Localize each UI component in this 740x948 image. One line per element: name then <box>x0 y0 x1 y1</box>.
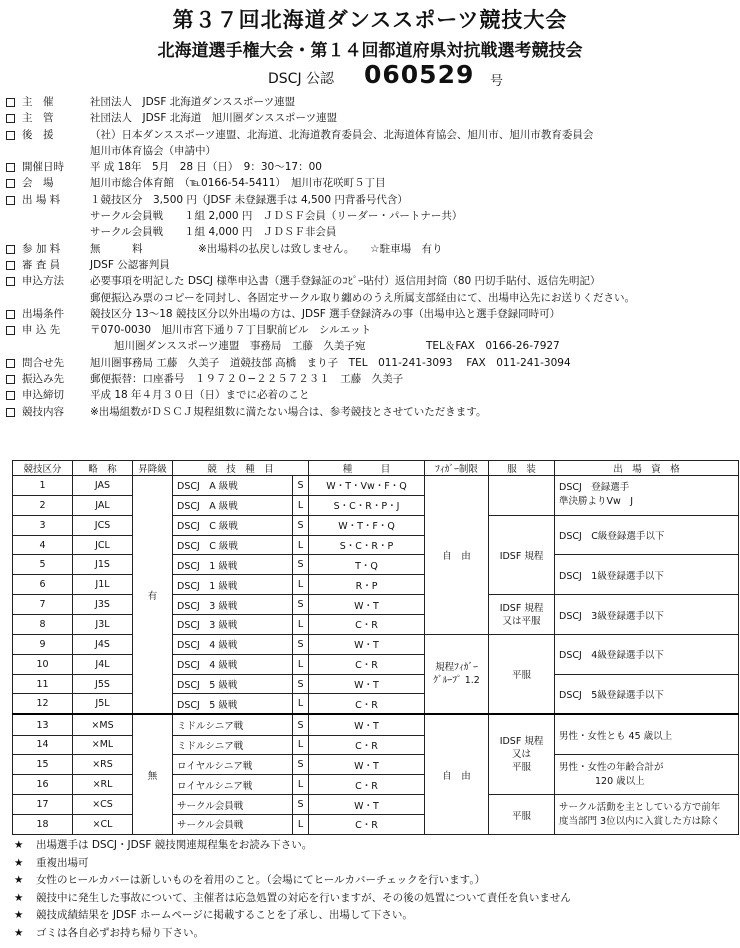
checkbox-icon <box>6 277 15 286</box>
promotion-no-label: 無 <box>147 770 158 782</box>
row-no: 1 <box>13 476 73 496</box>
row-event: DSCJ 1 級戦 <box>173 575 293 595</box>
row-sl: S <box>293 476 309 496</box>
note-text: 競技中に発生した事故について、主催者は応急処置の対応を行いますが、その後の処置について責任を負いません <box>36 891 571 904</box>
promotion-yes <box>133 476 173 715</box>
info-label: 申 込 先 <box>22 324 61 337</box>
note-item <box>14 890 734 908</box>
col-header: 出 場 資 格 <box>555 461 739 476</box>
row-no: 12 <box>13 694 73 715</box>
row-event: サークル会員戦 <box>173 814 293 834</box>
info-row-apply-method-cont <box>6 290 736 306</box>
row-sl: S <box>293 795 309 815</box>
row-no: 15 <box>13 755 73 775</box>
row-event: DSCJ 1 級戦 <box>173 555 293 575</box>
info-value: ※出場組数がＤＳＣＪ規程組数に満たない場合は、参考競技とさせていただきます。 <box>90 405 487 418</box>
info-value: 社団法人 JDSF 北海道 旭川圏ダンススポーツ連盟 <box>90 112 338 125</box>
info-row-manager <box>6 110 736 126</box>
row-dances: W・T <box>309 674 425 694</box>
checkbox-icon <box>6 98 15 107</box>
info-label: 申込方法 <box>22 275 64 288</box>
note-item <box>14 872 734 890</box>
row-dances: W・T・Vw・F・Q <box>309 476 425 496</box>
row-code: J3S <box>73 595 133 615</box>
info-value: 必要事項を明記した DSCJ 様準申込書（選手登録証のｺﾋﾟｰ貼付）返信用封筒（80 円切手貼付、返信先明記） <box>90 275 601 288</box>
info-label: 競技内容 <box>22 405 64 418</box>
checkbox-icon <box>6 196 15 205</box>
row-dances: W・T <box>309 755 425 775</box>
dress-plain-17 <box>489 795 555 835</box>
info-label: 会 場 <box>22 177 54 190</box>
approval-prefix: DSCJ 公認 <box>268 71 335 87</box>
row-event: サークル会員戦 <box>173 795 293 815</box>
row-dances: C・R <box>309 694 425 715</box>
info-value: サークル会員戦 １組 2,000 円 ＪＤＳＦ会員（リーダー・パートナー共） <box>90 210 463 223</box>
dress-idsf-or <box>489 595 555 635</box>
info-label: 出場条件 <box>22 307 64 320</box>
row-code: ×RS <box>73 755 133 775</box>
figure-group <box>425 634 489 714</box>
row-no: 13 <box>13 714 73 735</box>
dress-idsf-or-1: IDSF 規程 <box>499 602 544 614</box>
dress-idsf-or-2: 又は平服 <box>502 615 541 627</box>
qual-17b: 度当部門 3位以内に入賞した方は除く <box>559 815 721 827</box>
row-sl: S <box>293 634 309 654</box>
info-value: 郵便振替：口座番号 １９７２０−２２５７２３１ 工藤 久美子 <box>90 373 404 386</box>
info-label: 主 催 <box>22 96 54 108</box>
info-row-organizer <box>6 94 736 110</box>
dress-plain-label: 平服 <box>512 670 532 682</box>
row-code: J4S <box>73 634 133 654</box>
checkbox-icon <box>6 131 15 140</box>
star-icon: ★ <box>14 856 24 869</box>
qual-9 <box>555 634 739 674</box>
row-sl: L <box>293 615 309 635</box>
info-value: 競技区分 13～18 競技区分以外出場の方は、JDSF 選手登録済みの事（出場申込と選手登録同時可） <box>90 307 561 320</box>
note-item <box>14 855 734 873</box>
row-sl: L <box>293 575 309 595</box>
figure-free-a-label: 自 由 <box>442 550 471 562</box>
row-dances: C・R <box>309 735 425 755</box>
row-no: 10 <box>13 654 73 674</box>
promotion-no <box>133 714 173 834</box>
info-value: 旭川市体育協会（申請中） <box>90 144 216 157</box>
row-code: JAS <box>73 476 133 496</box>
col-header: 服 装 <box>489 461 555 476</box>
dress-blank <box>489 476 555 516</box>
row-event: DSCJ C 級戦 <box>173 515 293 535</box>
star-icon: ★ <box>14 926 24 939</box>
table-row <box>13 714 739 735</box>
events-table <box>12 460 739 835</box>
row-event: DSCJ 4 級戦 <box>173 654 293 674</box>
info-value: １競技区分 3,500 円（JDSF 未登録選手は 4,500 円背番号代含） <box>90 193 408 206</box>
row-code: ×RL <box>73 775 133 795</box>
info-row-sponsor-cont <box>6 143 736 159</box>
info-label: 問合せ先 <box>22 356 64 369</box>
info-row-venue <box>6 175 736 191</box>
info-value: （社）日本ダンススポーツ連盟、北海道、北海道教育委員会、北海道体育協会、旭川市、旭川市教育委員会 <box>90 128 594 141</box>
dress-plain-17-label: 平服 <box>512 810 532 822</box>
qual-1 <box>555 476 739 516</box>
col-header: 略 称 <box>73 461 133 476</box>
row-code: JAL <box>73 495 133 515</box>
table-row <box>13 634 739 654</box>
row-code: J5S <box>73 674 133 694</box>
row-event: ロイヤルシニア戦 <box>173 775 293 795</box>
table-row <box>13 595 739 615</box>
info-row-entry-fee <box>6 192 736 208</box>
row-dances: W・T <box>309 795 425 815</box>
info-label: 出 場 料 <box>22 193 61 206</box>
figure-free-a <box>425 476 489 635</box>
row-code: J1S <box>73 555 133 575</box>
note-text: 女性のヒールカバーは新しいものを着用のこと。（会場にてヒールカバーチェックを行います。） <box>36 874 486 886</box>
info-row-datetime <box>6 159 736 175</box>
row-event: DSCJ 4 級戦 <box>173 634 293 654</box>
row-code: ×CS <box>73 795 133 815</box>
row-sl: S <box>293 555 309 575</box>
info-value: 旭川市総合体育館 （℡0166-54-5411） 旭川市花咲町５丁目 <box>90 177 386 190</box>
row-sl: L <box>293 735 309 755</box>
row-no: 3 <box>13 515 73 535</box>
row-sl: L <box>293 495 309 515</box>
table-row <box>13 755 739 775</box>
dress-idsf <box>489 515 555 594</box>
notes-section <box>14 837 734 942</box>
row-no: 11 <box>13 674 73 694</box>
dress-idsf-label: IDSF 規程 <box>499 550 544 562</box>
row-event: DSCJ 3 級戦 <box>173 615 293 635</box>
note-item <box>14 907 734 925</box>
info-label: 主 管 <box>22 112 54 125</box>
checkbox-icon <box>6 179 15 188</box>
col-header: 種 目 <box>309 461 425 476</box>
info-value: 〒070-0030 旭川市宮下通り７丁目駅前ビル シルエット <box>90 324 372 337</box>
row-dances: C・R <box>309 615 425 635</box>
info-value: 旭川圏ダンススポーツ連盟 事務局 工藤 久美子宛 <box>114 340 366 353</box>
info-value: サークル会員戦 １組 4,000 円 ＪＤＳＦ非会員 <box>90 226 337 239</box>
info-value: 平成 18 年４月３０日（日）までに必着のこと <box>90 389 310 402</box>
info-value: 郵便振込み票のコピーを同封し、各固定サークル取り纏めのうえ所属支部経由にて、出場申込先にお送りください。 <box>90 291 636 304</box>
row-dances: R・P <box>309 575 425 595</box>
dress-idsf-13 <box>489 714 555 794</box>
figure-group-1: 規程ﾌｨｶﾞｰ <box>435 662 478 674</box>
checkbox-icon <box>6 245 15 254</box>
qual-11 <box>555 674 739 714</box>
row-dances: W・T・F・Q <box>309 515 425 535</box>
table-header-row <box>13 461 739 476</box>
row-sl: S <box>293 515 309 535</box>
row-event: DSCJ A 級戦 <box>173 495 293 515</box>
row-sl: S <box>293 714 309 735</box>
row-dances: S・C・R・P <box>309 535 425 555</box>
info-row-inquiry <box>6 355 736 371</box>
star-icon: ★ <box>14 891 24 904</box>
col-header: 昇降級 <box>133 461 173 476</box>
qual-15b: 120 歳以上 <box>595 775 645 787</box>
info-label: 審 査 員 <box>22 258 61 271</box>
approval-code: 060529 <box>364 60 475 89</box>
row-no: 6 <box>13 575 73 595</box>
row-dances: W・T <box>309 634 425 654</box>
checkbox-icon <box>6 391 15 400</box>
row-sl: S <box>293 595 309 615</box>
table-row <box>13 795 739 815</box>
info-label: 振込み先 <box>22 373 64 386</box>
row-no: 8 <box>13 615 73 635</box>
info-value: 社団法人 JDSF 北海道ダンススポーツ連盟 <box>90 96 296 108</box>
table-row <box>13 555 739 575</box>
info-row-conditions <box>6 306 736 322</box>
note-text: 競技成績結果を JDSF ホームページに掲載することを了承し、出場して下さい。 <box>36 909 413 921</box>
figure-free-b <box>425 714 489 834</box>
approval-number <box>268 60 528 94</box>
checkbox-icon <box>6 261 15 270</box>
col-header: 競 技 種 目 <box>173 461 309 476</box>
row-dances: S・C・R・P・J <box>309 495 425 515</box>
row-event: ミドルシニア戦 <box>173 714 293 735</box>
info-label: 後 援 <box>22 128 54 141</box>
row-code: JCS <box>73 515 133 535</box>
note-text: ゴミは各自必ずお持ち帰り下さい。 <box>36 926 204 939</box>
star-icon: ★ <box>14 874 24 886</box>
row-no: 2 <box>13 495 73 515</box>
row-sl: S <box>293 674 309 694</box>
row-dances: T・Q <box>309 555 425 575</box>
info-section <box>6 94 736 420</box>
row-dances: C・R <box>309 654 425 674</box>
note-text: 出場選手は DSCJ・JDSF 競技関連規程集をお読み下さい。 <box>36 839 313 851</box>
info-label: 申込締切 <box>22 389 64 402</box>
info-label: 参 加 料 <box>22 242 61 255</box>
note-item <box>14 925 734 943</box>
row-event: ロイヤルシニア戦 <box>173 755 293 775</box>
row-event: DSCJ 3 級戦 <box>173 595 293 615</box>
info-row-apply-to-cont <box>6 338 736 354</box>
dress-idsf-13-1: IDSF 規程 <box>499 736 544 748</box>
row-sl: L <box>293 775 309 795</box>
info-row-deadline <box>6 387 736 403</box>
col-header: ﾌｨｶﾞｰ制限 <box>425 461 489 476</box>
col-header: 競技区分 <box>13 461 73 476</box>
promotion-yes-label: 有 <box>147 590 158 602</box>
info-row-apply-to <box>6 322 736 338</box>
qual-9-label: DSCJ 4級登録選手以下 <box>559 650 664 662</box>
star-icon: ★ <box>14 909 24 921</box>
row-code: ×ML <box>73 735 133 755</box>
info-extra: TEL＆FAX 0166-26-7927 <box>426 340 560 353</box>
qual-3-label: DSCJ C級登録選手以下 <box>559 531 665 543</box>
row-no: 16 <box>13 775 73 795</box>
info-row-entry-fee-circle2 <box>6 224 736 240</box>
note-text: 重複出場可 <box>36 856 89 869</box>
qual-5-label: DSCJ 1級登録選手以下 <box>559 570 664 582</box>
checkbox-icon <box>6 408 15 417</box>
dress-idsf-13-2: 又は <box>512 749 532 761</box>
info-value: 旭川圏事務局 工藤 久美子 道競技部 高橋 まり子 TEL 011-241-3093 FAX 011-241-3094 <box>90 356 571 369</box>
info-label: 開催日時 <box>22 161 64 174</box>
table-row <box>13 515 739 535</box>
info-row-sponsor <box>6 127 736 143</box>
row-dances: C・R <box>309 775 425 795</box>
dress-plain <box>489 634 555 714</box>
info-value: 平 成 18年 5月 28 日（日） 9：30～17：00 <box>90 161 322 174</box>
figure-group-2: ｸﾞﾙｰﾌﾟ 1.2 <box>433 675 480 687</box>
qual-1a: DSCJ 登録選手 <box>559 482 630 494</box>
row-no: 9 <box>13 634 73 654</box>
row-dances: W・T <box>309 595 425 615</box>
qual-1b: 準決勝よりVw J <box>559 496 634 508</box>
qual-13-label: 男性・女性とも 45 歳以上 <box>559 730 673 742</box>
info-extra: ※出場料の払戻しは致しません。 ☆駐車場 有り <box>198 242 443 255</box>
row-no: 17 <box>13 795 73 815</box>
qual-15a: 男性・女性の年齢合計が <box>559 761 664 773</box>
row-sl: S <box>293 755 309 775</box>
event-subtitle: 北海道選手権大会・第１４回都道府県対抗戦選考競技会 <box>157 41 583 61</box>
row-code: J5L <box>73 694 133 715</box>
figure-free-b-label: 自 由 <box>442 770 471 782</box>
row-no: 14 <box>13 735 73 755</box>
row-no: 7 <box>13 595 73 615</box>
qual-11-label: DSCJ 5級登録選手以下 <box>559 690 664 702</box>
table-row <box>13 476 739 496</box>
qual-3 <box>555 515 739 555</box>
row-no: 4 <box>13 535 73 555</box>
checkbox-icon <box>6 359 15 368</box>
info-row-judges <box>6 257 736 273</box>
info-value: 無 料 <box>90 242 143 255</box>
row-dances: C・R <box>309 814 425 834</box>
qual-7 <box>555 595 739 635</box>
info-row-apply-method <box>6 273 736 289</box>
dress-idsf-13-3: 平服 <box>512 762 532 774</box>
row-no: 5 <box>13 555 73 575</box>
checkbox-icon <box>6 163 15 172</box>
qual-17a: サークル活動を主としている方で前年 <box>559 801 721 813</box>
checkbox-icon <box>6 114 15 123</box>
checkbox-icon <box>6 375 15 384</box>
row-code: J1L <box>73 575 133 595</box>
row-sl: L <box>293 535 309 555</box>
note-item <box>14 837 734 855</box>
row-event: DSCJ C 級戦 <box>173 535 293 555</box>
checkbox-icon <box>6 310 15 319</box>
info-row-entry-fee-circle1 <box>6 208 736 224</box>
qual-15 <box>555 755 739 795</box>
row-event: DSCJ 5 級戦 <box>173 674 293 694</box>
approval-suffix: 号 <box>490 74 504 89</box>
row-dances: W・T <box>309 714 425 735</box>
qual-7-label: DSCJ 3級登録選手以下 <box>559 610 664 622</box>
row-sl: L <box>293 694 309 715</box>
row-code: J4L <box>73 654 133 674</box>
row-event: DSCJ 5 級戦 <box>173 694 293 715</box>
checkbox-icon <box>6 326 15 335</box>
table-row <box>13 674 739 694</box>
info-row-transfer <box>6 371 736 387</box>
qual-17 <box>555 795 739 835</box>
row-code: ×MS <box>73 714 133 735</box>
event-title: 第３７回北海道ダンススポーツ競技大会 <box>172 8 568 32</box>
qual-13 <box>555 714 739 754</box>
info-row-participation <box>6 241 736 257</box>
row-sl: L <box>293 814 309 834</box>
row-no: 18 <box>13 814 73 834</box>
row-code: ×CL <box>73 814 133 834</box>
qual-5 <box>555 555 739 595</box>
row-sl: L <box>293 654 309 674</box>
info-row-content <box>6 404 736 420</box>
star-icon: ★ <box>14 839 24 851</box>
row-code: JCL <box>73 535 133 555</box>
info-value: JDSF 公認審判員 <box>90 258 170 271</box>
row-code: J3L <box>73 615 133 635</box>
row-event: ミドルシニア戦 <box>173 735 293 755</box>
row-event: DSCJ A 級戦 <box>173 476 293 496</box>
